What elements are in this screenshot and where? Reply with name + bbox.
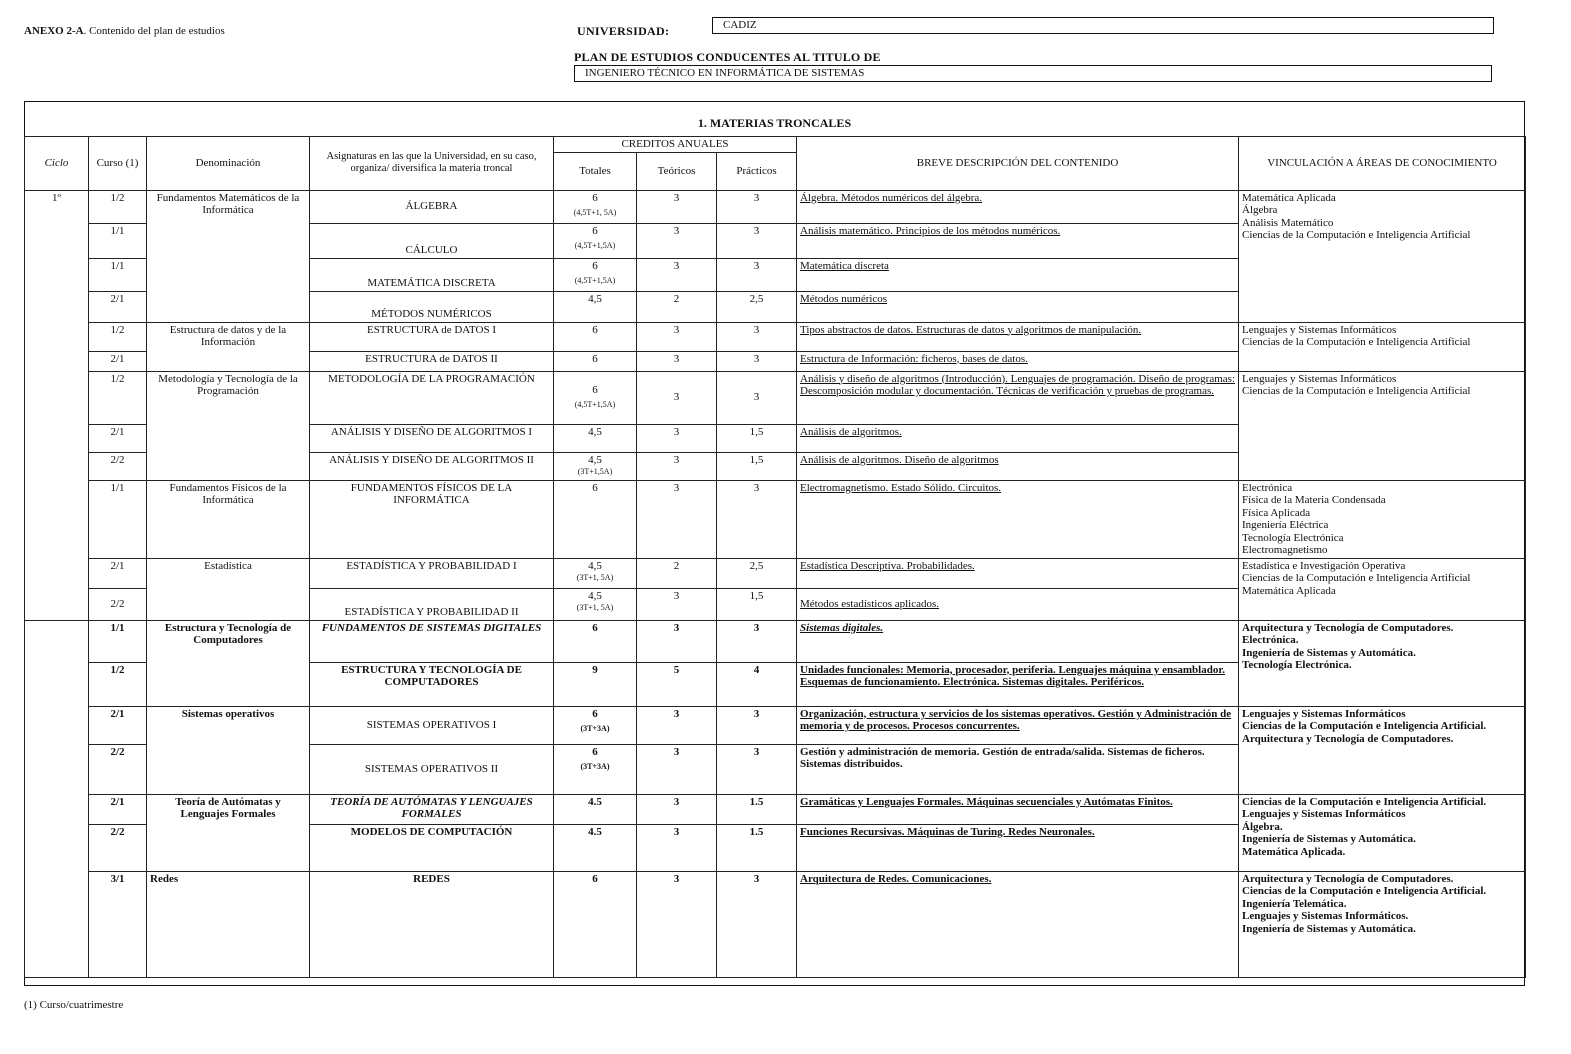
totales-cell: 6 xyxy=(554,620,637,662)
totales-cell: 6 xyxy=(554,322,637,351)
descripcion-cell: Sistemas digitales. xyxy=(797,620,1239,662)
practicos-cell: 2,5 xyxy=(717,291,797,322)
university-value: CADIZ xyxy=(712,17,1494,34)
practicos-cell: 1.5 xyxy=(717,824,797,871)
totales-cell: 6 xyxy=(554,480,637,558)
asignatura: MÉTODOS NUMÉRICOS xyxy=(310,291,554,322)
asignatura: ESTRUCTURA de DATOS I xyxy=(310,322,554,351)
practicos-cell: 3 xyxy=(717,190,797,223)
asignatura: MODELOS DE COMPUTACIÓN xyxy=(310,824,554,871)
table-row-curso: 2/2 xyxy=(89,744,147,794)
col-creditos: CREDITOS ANUALES xyxy=(554,137,797,153)
col-denominacion: Denominación xyxy=(147,137,310,191)
plan-title: PLAN DE ESTUDIOS CONDUCENTES AL TITULO DE xyxy=(574,50,881,64)
table-row-curso: 1/1 xyxy=(89,620,147,662)
ciclo-cell-empty xyxy=(25,620,89,977)
practicos-cell: 3 xyxy=(717,223,797,258)
descripcion-cell: Tipos abstractos de datos. Estructuras de datos y algoritmos de manipulación. xyxy=(797,322,1239,351)
areas-cell: Lenguajes y Sistemas Informáticos Ciencias de la Computación e Inteligencia Artificial xyxy=(1239,371,1526,480)
table-row-curso: 2/2 xyxy=(89,588,147,620)
practicos-cell: 1,5 xyxy=(717,588,797,620)
totales-cell: 6 (3T+3A) xyxy=(554,706,637,744)
table-row-curso: 2/1 xyxy=(89,351,147,371)
table-row-curso: 1/1 xyxy=(89,258,147,291)
table-row-curso: 1/1 xyxy=(89,223,147,258)
materia-name: Redes xyxy=(147,871,310,977)
practicos-cell: 3 xyxy=(717,620,797,662)
practicos-cell: 3 xyxy=(717,480,797,558)
asignatura: ESTADÍSTICA Y PROBABILIDAD II xyxy=(310,588,554,620)
teoricos-cell: 3 xyxy=(637,744,717,794)
materia-name: Fundamentos Matemáticos de la Informática xyxy=(147,190,310,322)
practicos-cell: 3 xyxy=(717,371,797,424)
asignatura: ÁLGEBRA xyxy=(310,190,554,223)
asignatura: SISTEMAS OPERATIVOS I xyxy=(310,706,554,744)
ciclo-cell: 1º xyxy=(25,190,89,620)
practicos-cell: 3 xyxy=(717,744,797,794)
descripcion-cell: Métodos estadísticos aplicados. xyxy=(797,588,1239,620)
asignatura: ANÁLISIS Y DISEÑO DE ALGORITMOS I xyxy=(310,424,554,452)
table-row-curso: 3/1 xyxy=(89,871,147,977)
col-vinculacion: VINCULACIÓN A ÁREAS DE CONOCIMIENTO xyxy=(1239,137,1526,191)
totales-cell: 6 xyxy=(554,871,637,977)
teoricos-cell: 3 xyxy=(637,322,717,351)
descripcion-cell: Electromagnetismo. Estado Sólido. Circuitos. xyxy=(797,480,1239,558)
subjects-table xyxy=(24,136,1526,978)
table-row-curso: 2/1 xyxy=(89,291,147,322)
asignatura: ANÁLISIS Y DISEÑO DE ALGORITMOS II xyxy=(310,452,554,480)
teoricos-cell: 3 xyxy=(637,351,717,371)
practicos-cell: 2,5 xyxy=(717,558,797,588)
plan-value: INGENIERO TÉCNICO EN INFORMÁTICA DE SISTEMAS xyxy=(574,65,1492,82)
table-row-curso: 2/2 xyxy=(89,824,147,871)
descripcion-cell: Arquitectura de Redes. Comunicaciones. xyxy=(797,871,1239,977)
areas-cell: Ciencias de la Computación e Inteligencia Artificial. Lenguajes y Sistemas Informáticos Álgebra. Ingeniería de Sistemas y Automática. Matemática Aplicada. xyxy=(1239,794,1526,871)
table-row-curso: 1/2 xyxy=(89,190,147,223)
col-practicos: Prácticos xyxy=(717,152,797,190)
table-row-curso: 1/2 xyxy=(89,371,147,424)
areas-cell: Electrónica Física de la Materia Condensada Física Aplicada Ingeniería Eléctrica Tecnología Electrónica Electromagnetismo xyxy=(1239,480,1526,558)
totales-cell: 4.5 xyxy=(554,824,637,871)
col-curso: Curso (1) xyxy=(89,137,147,191)
asignatura: TEORÍA DE AUTÓMATAS Y LENGUAJES FORMALES xyxy=(310,794,554,824)
descripcion-cell: Unidades funcionales: Memoria, procesador, periferia. Lenguajes máquina y ensamblador. Esquemas de funcionamiento. Electrónica. Sistemas digitales. Periféricos. xyxy=(797,662,1239,706)
descripcion-cell: Álgebra. Métodos numéricos del álgebra. xyxy=(797,190,1239,223)
col-teoricos: Teóricos xyxy=(637,152,717,190)
table-row-curso: 2/1 xyxy=(89,424,147,452)
table-row-curso: 2/2 xyxy=(89,452,147,480)
asignatura: ESTRUCTURA Y TECNOLOGÍA DE COMPUTADORES xyxy=(310,662,554,706)
table-row-curso: 2/1 xyxy=(89,558,147,588)
descripcion-cell: Métodos numéricos xyxy=(797,291,1239,322)
practicos-cell: 3 xyxy=(717,258,797,291)
totales-cell: 4.5 xyxy=(554,794,637,824)
teoricos-cell: 3 xyxy=(637,794,717,824)
materia-name: Estructura y Tecnología de Computadores xyxy=(147,620,310,706)
table-row-curso: 1/2 xyxy=(89,322,147,351)
section-title: 1. MATERIAS TRONCALES xyxy=(697,116,852,130)
materia-name: Estadística xyxy=(147,558,310,620)
practicos-cell: 3 xyxy=(717,351,797,371)
col-totales: Totales xyxy=(554,152,637,190)
materia-name: Metodología y Tecnología de la Programación xyxy=(147,371,310,480)
teoricos-cell: 3 xyxy=(637,706,717,744)
table-row-curso: 2/1 xyxy=(89,706,147,744)
totales-cell: 4,5 xyxy=(554,291,637,322)
table-row-curso: 2/1 xyxy=(89,794,147,824)
descripcion-cell: Análisis de algoritmos. xyxy=(797,424,1239,452)
teoricos-cell: 3 xyxy=(637,452,717,480)
totales-cell: 4,5 (3T+1, 5A) xyxy=(554,558,637,588)
asignatura: SISTEMAS OPERATIVOS II xyxy=(310,744,554,794)
footnote: (1) Curso/cuatrimestre xyxy=(24,999,124,1011)
col-asignaturas: Asignaturas en las que la Universidad, en su caso, organiza/ diversifica la materia troncal xyxy=(310,137,554,191)
totales-cell: 6 xyxy=(554,351,637,371)
totales-cell: 6 (3T+3A) xyxy=(554,744,637,794)
descripcion-cell: Organización, estructura y servicios de los sistemas operativos. Gestión y Administración de memoria y de procesos. Procesos concurrentes. xyxy=(797,706,1239,744)
annex-heading: ANEXO 2-A. Contenido del plan de estudios xyxy=(24,25,225,37)
descripcion-cell: Estructura de Información: ficheros, bases de datos. xyxy=(797,351,1239,371)
areas-cell: Lenguajes y Sistemas Informáticos Ciencias de la Computación e Inteligencia Artificial. Arquitectura y Tecnología de Computadores. xyxy=(1239,706,1526,794)
practicos-cell: 1,5 xyxy=(717,424,797,452)
teoricos-cell: 5 xyxy=(637,662,717,706)
totales-cell: 9 xyxy=(554,662,637,706)
table-row-curso: 1/2 xyxy=(89,662,147,706)
practicos-cell: 1.5 xyxy=(717,794,797,824)
totales-cell: 4,5 (3T+1,5A) xyxy=(554,452,637,480)
areas-cell: Matemática Aplicada Álgebra Análisis Matemático Ciencias de la Computación e Inteligencia Artificial xyxy=(1239,190,1526,322)
practicos-cell: 3 xyxy=(717,706,797,744)
materia-name: Fundamentos Físicos de la Informática xyxy=(147,480,310,558)
totales-cell: 6 (4,5T+1, 5A) xyxy=(554,190,637,223)
practicos-cell: 3 xyxy=(717,322,797,351)
teoricos-cell: 3 xyxy=(637,371,717,424)
descripcion-cell: Análisis de algoritmos. Diseño de algoritmos xyxy=(797,452,1239,480)
teoricos-cell: 3 xyxy=(637,824,717,871)
materia-name: Teoría de Autómatas y Lenguajes Formales xyxy=(147,794,310,871)
descripcion-cell: Análisis y diseño de algoritmos (Introducción). Lenguajes de programación. Diseño de programas: Descomposición modular y documentación. Técnicas de verificación y pruebas de programas. xyxy=(797,371,1239,424)
totales-cell: 4,5 (3T+1, 5A) xyxy=(554,588,637,620)
practicos-cell: 1,5 xyxy=(717,452,797,480)
teoricos-cell: 3 xyxy=(637,588,717,620)
teoricos-cell: 3 xyxy=(637,258,717,291)
teoricos-cell: 2 xyxy=(637,291,717,322)
teoricos-cell: 3 xyxy=(637,223,717,258)
descripcion-cell: Análisis matemático. Principios de los métodos numéricos. xyxy=(797,223,1239,258)
university-label: UNIVERSIDAD: xyxy=(577,24,670,38)
totales-cell: 6 (4,5T+1,5A) xyxy=(554,371,637,424)
asignatura: ESTRUCTURA de DATOS II xyxy=(310,351,554,371)
table-row-curso: 1/1 xyxy=(89,480,147,558)
asignatura: ESTADÍSTICA Y PROBABILIDAD I xyxy=(310,558,554,588)
teoricos-cell: 3 xyxy=(637,871,717,977)
descripcion-cell: Funciones Recursivas. Máquinas de Turing. Redes Neuronales. xyxy=(797,824,1239,871)
asignatura: REDES xyxy=(310,871,554,977)
teoricos-cell: 2 xyxy=(637,558,717,588)
areas-cell: Estadística e Investigación Operativa Ciencias de la Computación e Inteligencia Artificial Matemática Aplicada xyxy=(1239,558,1526,620)
totales-cell: 6 (4,5T+1,5A) xyxy=(554,223,637,258)
descripcion-cell: Matemática discreta xyxy=(797,258,1239,291)
totales-cell: 6 (4,5T+1,5A) xyxy=(554,258,637,291)
descripcion-cell: Gramáticas y Lenguajes Formales. Máquinas secuenciales y Autómatas Finitos. xyxy=(797,794,1239,824)
materia-name: Estructura de datos y de la Información xyxy=(147,322,310,371)
areas-cell: Arquitectura y Tecnología de Computadores. Electrónica. Ingeniería de Sistemas y Automática. Tecnología Electrónica. xyxy=(1239,620,1526,706)
col-descripcion: BREVE DESCRIPCIÓN DEL CONTENIDO xyxy=(797,137,1239,191)
asignatura: FUNDAMENTOS DE SISTEMAS DIGITALES xyxy=(310,620,554,662)
descripcion-cell: Estadística Descriptiva. Probabilidades. xyxy=(797,558,1239,588)
practicos-cell: 4 xyxy=(717,662,797,706)
teoricos-cell: 3 xyxy=(637,424,717,452)
teoricos-cell: 3 xyxy=(637,190,717,223)
col-ciclo: Ciclo xyxy=(25,137,89,191)
teoricos-cell: 3 xyxy=(637,480,717,558)
areas-cell: Arquitectura y Tecnología de Computadores. Ciencias de la Computación e Inteligencia Artificial. Ingeniería Telemática. Lenguajes y Sistemas Informáticos. Ingeniería de Sistemas y Automática. xyxy=(1239,871,1526,977)
teoricos-cell: 3 xyxy=(637,620,717,662)
asignatura: MATEMÁTICA DISCRETA xyxy=(310,258,554,291)
descripcion-cell: Gestión y administración de memoria. Gestión de entrada/salida. Sistemas de ficheros. Sistemas distribuidos. xyxy=(797,744,1239,794)
practicos-cell: 3 xyxy=(717,871,797,977)
asignatura: FUNDAMENTOS FÍSICOS DE LA INFORMÁTICA xyxy=(310,480,554,558)
asignatura: METODOLOGÍA DE LA PROGRAMACIÓN xyxy=(310,371,554,424)
materia-name: Sistemas operativos xyxy=(147,706,310,794)
totales-cell: 4,5 xyxy=(554,424,637,452)
areas-cell: Lenguajes y Sistemas Informáticos Ciencias de la Computación e Inteligencia Artificial xyxy=(1239,322,1526,371)
asignatura: CÁLCULO xyxy=(310,223,554,258)
